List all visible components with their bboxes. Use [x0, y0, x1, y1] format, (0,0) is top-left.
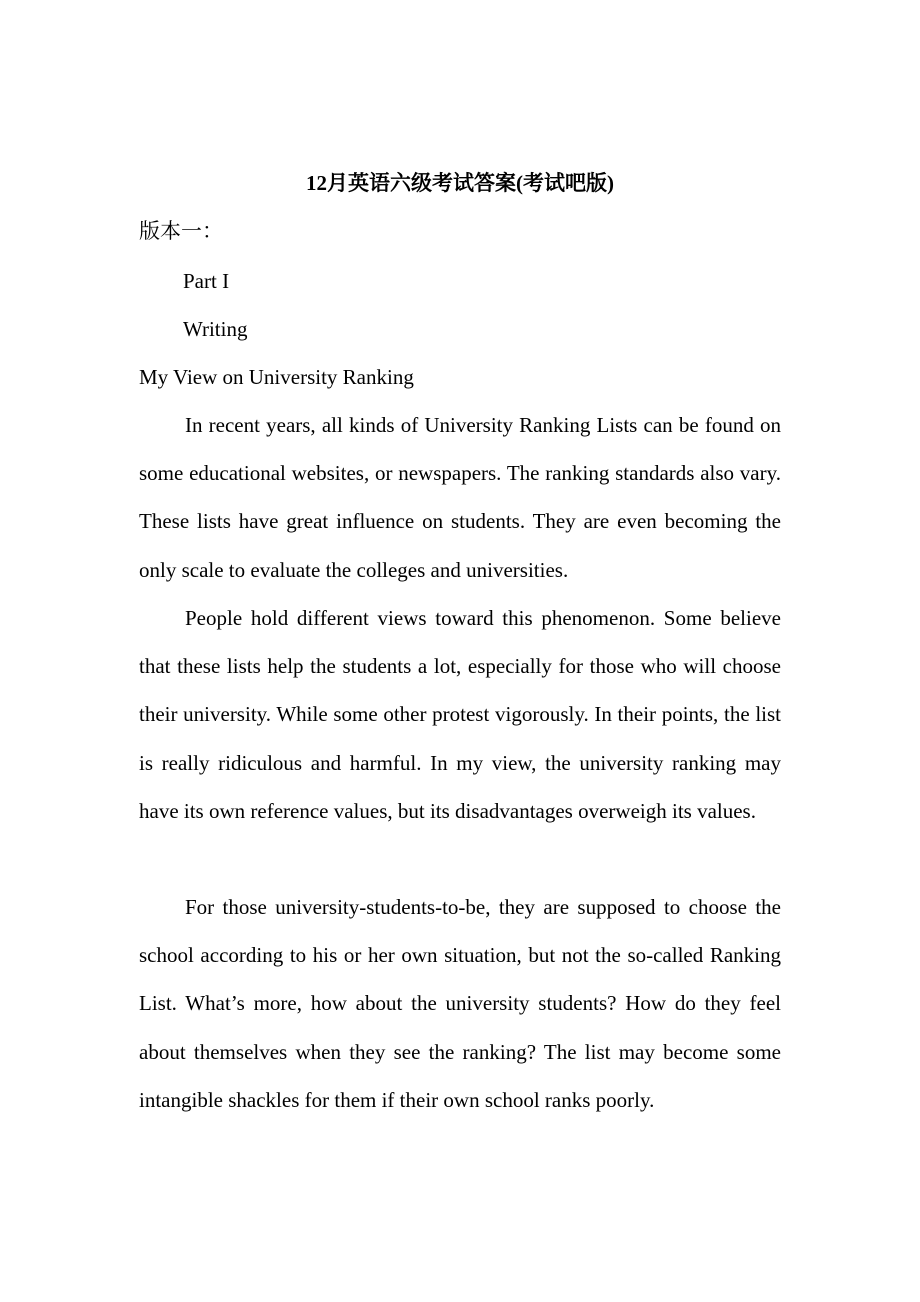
- document-title: 12月英语六级考试答案(考试吧版): [306, 171, 614, 195]
- essay-paragraph-3: For those university-students-to-be, they are supposed to choose the school according to his or her own situation, but not the so-called Ranking List. What’s more, how about the university students? How do they feel about themselves when they see the ranking? The list may become some intangible shackles for them if their own school ranks poorly.: [139, 895, 781, 1112]
- version-label: 版本一：: [139, 219, 223, 243]
- part-label: Part I: [183, 269, 230, 293]
- essay-paragraph-2: People hold different views toward this phenomenon. Some believe that these lists help the students a lot, especially for those who will choose their university. While some other protest vigorously. In their points, the list is really ridiculous and harmful. In my view, the university ranking may have its own reference values, but its disadvantages overweigh its values.: [139, 606, 781, 823]
- essay-title: My View on University Ranking: [139, 365, 414, 389]
- section-label: Writing: [183, 317, 248, 341]
- essay-paragraph-1: In recent years, all kinds of University Ranking Lists can be found on some educational websites, or newspapers. The ranking standards also vary. These lists have great influence on students. They are even becoming the only scale to evaluate the colleges and universities.: [139, 413, 781, 582]
